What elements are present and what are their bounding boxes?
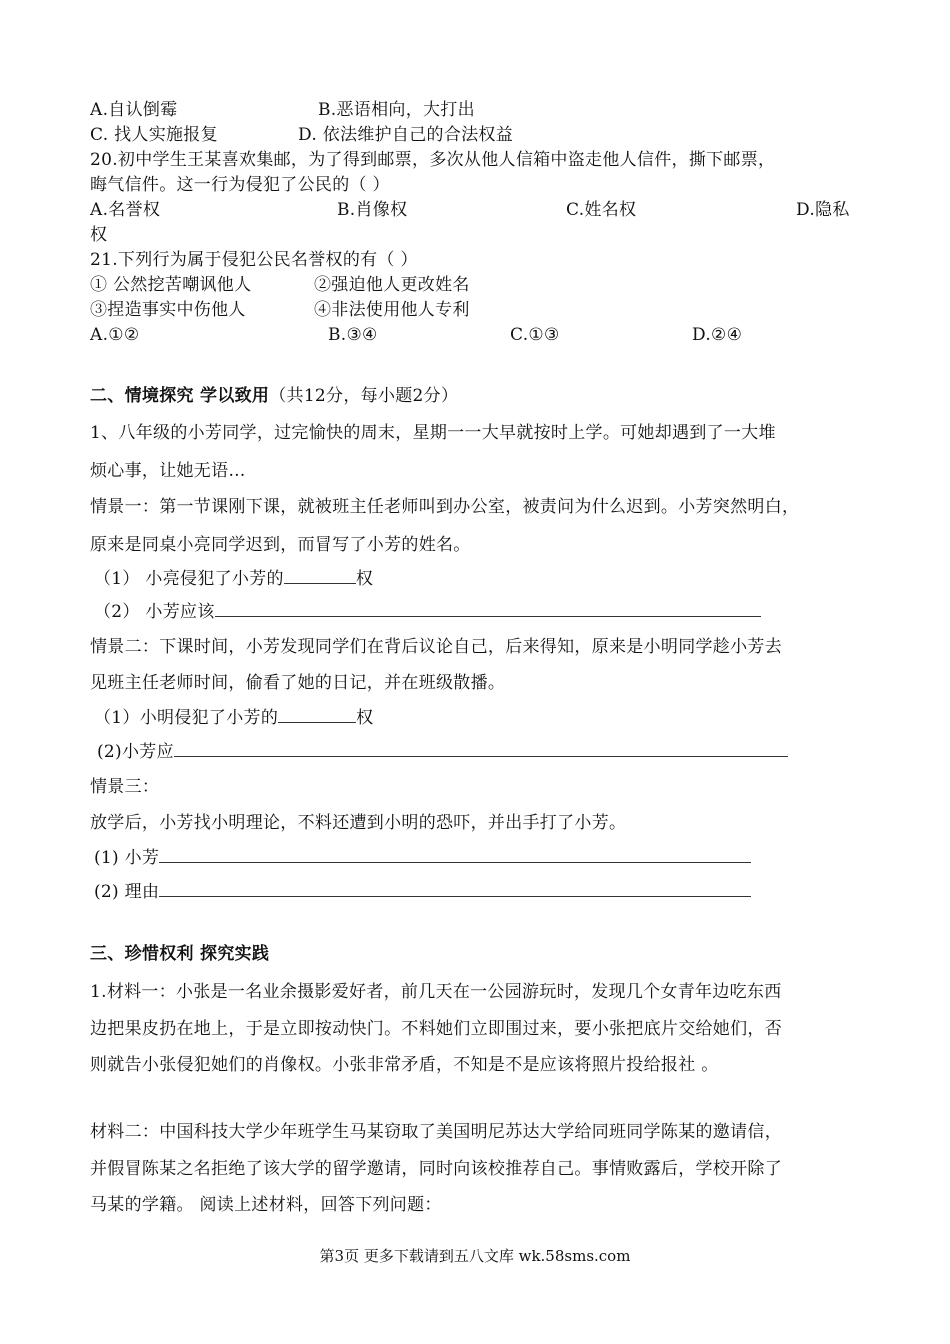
scene3-q1-answer-blank[interactable] — [159, 848, 751, 863]
s2-intro-line1: 1、八年级的小芳同学，过完愉快的周末，星期一一大早就按时上学。可她却遇到了一大堆 — [90, 423, 776, 443]
scene2-q1-suffix: 权 — [356, 708, 374, 728]
scene2-q2 — [97, 742, 788, 762]
q21-option-c: C.①③ — [510, 325, 560, 345]
scene2-q1-answer-blank[interactable] — [278, 708, 356, 723]
q21-option-d: D.②④ — [692, 325, 743, 345]
q20-option-d-wrap: 权 — [90, 225, 108, 245]
q21-item-4: ④非法使用他人专利 — [314, 300, 470, 320]
scene2-q2-label: (2)小芳应 — [97, 742, 174, 762]
section2-heading — [90, 386, 458, 406]
q20-stem-line1: 20.初中学生王某喜欢集邮，为了得到邮票，多次从他人信箱中盗走他人信件，撕下邮票， — [90, 150, 776, 170]
scene1-q1-suffix: 权 — [355, 569, 374, 589]
s2-intro-line2: 烦心事，让她无语… — [90, 461, 246, 481]
q21-option-a: A.①② — [90, 325, 140, 345]
scene1-q1-label: （1） 小亮侵犯了小芳的 — [94, 569, 284, 589]
q19-option-c: C. 找人实施报复 — [90, 125, 218, 145]
s3-material2-line1: 材料二：中国科技大学少年班学生马某窃取了美国明尼苏达大学给同班同学陈某的邀请信， — [90, 1122, 782, 1142]
s3-material2-line3: 马某的学籍。 阅读上述材料，回答下列问题： — [90, 1195, 442, 1215]
q20-option-c: C.姓名权 — [566, 200, 637, 220]
scene3-q2-answer-blank[interactable] — [159, 882, 751, 897]
scene3-q2-label: (2) 理由 — [94, 882, 160, 902]
scene1-q1-answer-blank[interactable] — [284, 569, 356, 584]
s3-material1-line1: 1.材料一：小张是一名业余摄影爱好者，前几天在一公园游玩时，发现几个女青年边吃东西 — [90, 982, 782, 1002]
scene1-line1: 情景一：第一节课刚下课，就被班主任老师叫到办公室，被责问为什么迟到。小芳突然明白， — [90, 497, 800, 517]
q21-item-2: ②强迫他人更改姓名 — [314, 275, 470, 295]
page-footer: 第3页 更多下载请到五八文库 wk.58sms.com — [319, 1247, 631, 1265]
q21-item-1: ① 公然挖苦嘲讽他人 — [90, 275, 252, 295]
q20-option-a: A.名誉权 — [90, 200, 161, 220]
scene2-q2-answer-blank[interactable] — [174, 742, 788, 757]
q21-stem: 21.下列行为属于侵犯公民名誉权的有（ ） — [90, 250, 418, 270]
scene3-q1-label: (1) 小芳 — [94, 848, 160, 868]
section2-title: 二、情境探究 学以致用 — [90, 386, 270, 406]
q20-option-b: B.肖像权 — [337, 200, 408, 220]
scene1-q2-label: （2） 小芳应该 — [94, 602, 215, 622]
q19-option-b: B.恶语相向，大打出 — [318, 100, 475, 120]
q19-option-d: D. 依法维护自己的合法权益 — [298, 125, 514, 145]
scene3-line1: 放学后，小芳找小明理论，不料还遭到小明的恐吓，并出手打了小芳。 — [90, 813, 627, 833]
scene3-q1 — [94, 848, 751, 868]
scene3-q2 — [94, 882, 751, 902]
q20-option-d: D.隐私 — [796, 200, 850, 220]
section2-score-note: （共12分，每小题2分） — [269, 386, 459, 406]
scene1-q1 — [94, 569, 373, 589]
s3-material1-line2: 边把果皮扔在地上，于是立即按动快门。不料她们立即围过来，要小张把底片交给她们，否 — [90, 1019, 782, 1039]
s3-material2-line2: 并假冒陈某之名拒绝了该大学的留学邀请，同时向该校推荐自己。事情败露后，学校开除了 — [90, 1159, 782, 1179]
s3-material1-line3: 则就告小张侵犯她们的肖像权。小张非常矛盾，不知是不是应该将照片投给报社 。 — [90, 1055, 719, 1075]
scene1-q2-answer-blank[interactable] — [215, 602, 761, 617]
scene2-q1 — [94, 708, 373, 728]
scene2-q1-label: （1）小明侵犯了小芳的 — [94, 708, 279, 728]
section3-title: 三、珍惜权利 探究实践 — [90, 944, 270, 964]
q21-item-3: ③捏造事实中伤他人 — [90, 300, 246, 320]
q21-option-b: B.③④ — [328, 325, 378, 345]
scene1-q2 — [94, 602, 761, 622]
scene2-line1: 情景二：下课时间，小芳发现同学们在背后议论自己，后来得知，原来是小明同学趁小芳去 — [90, 637, 782, 657]
q20-stem-line2: 晦气信件。这一行为侵犯了公民的（ ） — [90, 175, 390, 195]
scene2-line2: 见班主任老师时间，偷看了她的日记，并在班级散播。 — [90, 673, 506, 693]
scene3-title: 情景三： — [90, 777, 160, 797]
scene1-line2: 原来是同桌小亮同学迟到，而冒写了小芳的姓名。 — [90, 535, 471, 555]
q19-option-a: A.自认倒霉 — [90, 100, 178, 120]
